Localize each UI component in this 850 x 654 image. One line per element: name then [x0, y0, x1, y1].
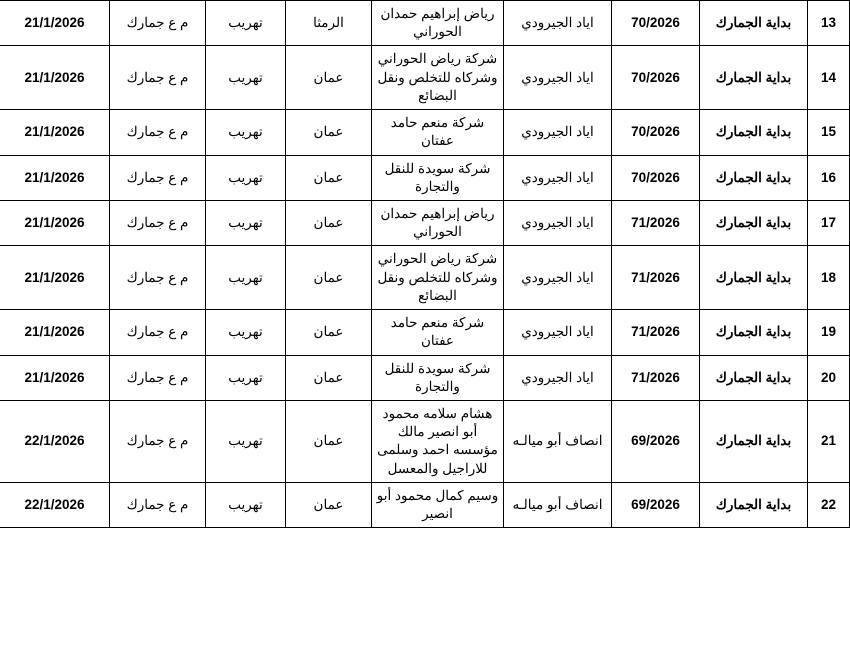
- cell-party: هشام سلامه محمود أبو انصير مالك مؤسسه احمد وسلمى للاراجيل والمعسل: [372, 400, 504, 482]
- cell-charge: تهريب: [206, 1, 286, 46]
- cell-judge: اياد الجيرودي: [504, 200, 612, 245]
- cell-number: 70/2026: [612, 1, 700, 46]
- cell-seq: 18: [808, 246, 850, 310]
- cell-court: م ع جمارك: [110, 155, 206, 200]
- cell-date: 21/1/2026: [0, 155, 110, 200]
- table-row: [0, 482, 850, 527]
- cell-party: شركة رياض الحوراني وشركاه للتخلص ونقل البضائع: [372, 46, 504, 110]
- cell-seq: 22: [808, 482, 850, 527]
- cell-judge: اياد الجيرودي: [504, 110, 612, 155]
- cell-number: 71/2026: [612, 355, 700, 400]
- cell-charge: تهريب: [206, 200, 286, 245]
- cell-city: عمان: [286, 310, 372, 355]
- cell-date: 22/1/2026: [0, 482, 110, 527]
- cell-party: شركة سويدة للنقل والتجارة: [372, 355, 504, 400]
- cell-court: م ع جمارك: [110, 355, 206, 400]
- cell-court: م ع جمارك: [110, 310, 206, 355]
- cell-judge: انصاف أبو ميالـه: [504, 400, 612, 482]
- cell-charge: تهريب: [206, 110, 286, 155]
- table-row: [0, 400, 850, 482]
- cell-city: عمان: [286, 200, 372, 245]
- cell-city: عمان: [286, 110, 372, 155]
- cell-court: م ع جمارك: [110, 246, 206, 310]
- cell-judge: انصاف أبو ميالـه: [504, 482, 612, 527]
- cell-judge: اياد الجيرودي: [504, 46, 612, 110]
- cell-status: بداية الجمارك: [700, 1, 808, 46]
- cell-number: 69/2026: [612, 482, 700, 527]
- cell-date: 21/1/2026: [0, 355, 110, 400]
- cell-city: عمان: [286, 246, 372, 310]
- cell-court: م ع جمارك: [110, 400, 206, 482]
- cell-judge: اياد الجيرودي: [504, 1, 612, 46]
- cell-party: شركة سويدة للنقل والتجارة: [372, 155, 504, 200]
- cell-seq: 16: [808, 155, 850, 200]
- cell-status: بداية الجمارك: [700, 400, 808, 482]
- cell-seq: 20: [808, 355, 850, 400]
- cell-seq: 13: [808, 1, 850, 46]
- table-row: [0, 1, 850, 46]
- cell-status: بداية الجمارك: [700, 46, 808, 110]
- table-row: [0, 246, 850, 310]
- cell-number: 70/2026: [612, 155, 700, 200]
- cell-date: 21/1/2026: [0, 110, 110, 155]
- cell-judge: اياد الجيرودي: [504, 310, 612, 355]
- table-row: [0, 200, 850, 245]
- cell-court: م ع جمارك: [110, 110, 206, 155]
- cell-court: م ع جمارك: [110, 200, 206, 245]
- cell-judge: اياد الجيرودي: [504, 246, 612, 310]
- cell-status: بداية الجمارك: [700, 246, 808, 310]
- cell-party: وسيم كمال محمود أبو انصير: [372, 482, 504, 527]
- cell-status: بداية الجمارك: [700, 310, 808, 355]
- cell-date: 21/1/2026: [0, 1, 110, 46]
- cell-charge: تهريب: [206, 155, 286, 200]
- cell-court: م ع جمارك: [110, 46, 206, 110]
- table-row: [0, 355, 850, 400]
- table-row: [0, 310, 850, 355]
- cell-number: 71/2026: [612, 200, 700, 245]
- cell-date: 22/1/2026: [0, 400, 110, 482]
- table-body: [0, 1, 850, 528]
- cell-charge: تهريب: [206, 310, 286, 355]
- cell-status: بداية الجمارك: [700, 200, 808, 245]
- cell-seq: 19: [808, 310, 850, 355]
- cell-seq: 15: [808, 110, 850, 155]
- cell-party: شركة منعم حامد عفتان: [372, 110, 504, 155]
- cell-charge: تهريب: [206, 246, 286, 310]
- cell-number: 69/2026: [612, 400, 700, 482]
- cell-status: بداية الجمارك: [700, 355, 808, 400]
- cell-charge: تهريب: [206, 46, 286, 110]
- cell-city: عمان: [286, 400, 372, 482]
- cell-date: 21/1/2026: [0, 200, 110, 245]
- cell-number: 71/2026: [612, 246, 700, 310]
- table-row: [0, 155, 850, 200]
- cell-status: بداية الجمارك: [700, 482, 808, 527]
- cell-party: رياض إبراهيم حمدان الحوراني: [372, 200, 504, 245]
- table-row: [0, 110, 850, 155]
- cell-status: بداية الجمارك: [700, 110, 808, 155]
- table-row: [0, 46, 850, 110]
- cell-party: شركة منعم حامد عفتان: [372, 310, 504, 355]
- cell-court: م ع جمارك: [110, 1, 206, 46]
- cell-date: 21/1/2026: [0, 246, 110, 310]
- cell-court: م ع جمارك: [110, 482, 206, 527]
- cell-party: شركة رياض الحوراني وشركاه للتخلص ونقل البضائع: [372, 246, 504, 310]
- cell-city: عمان: [286, 46, 372, 110]
- cell-city: عمان: [286, 482, 372, 527]
- cell-city: الرمثا: [286, 1, 372, 46]
- cell-date: 21/1/2026: [0, 46, 110, 110]
- cell-judge: اياد الجيرودي: [504, 155, 612, 200]
- cell-city: عمان: [286, 355, 372, 400]
- cell-seq: 14: [808, 46, 850, 110]
- cell-party: رياض إبراهيم حمدان الحوراني: [372, 1, 504, 46]
- cell-status: بداية الجمارك: [700, 155, 808, 200]
- cell-seq: 21: [808, 400, 850, 482]
- cell-judge: اياد الجيرودي: [504, 355, 612, 400]
- cell-charge: تهريب: [206, 482, 286, 527]
- cell-charge: تهريب: [206, 355, 286, 400]
- cell-number: 70/2026: [612, 46, 700, 110]
- cell-number: 71/2026: [612, 310, 700, 355]
- cell-charge: تهريب: [206, 400, 286, 482]
- cell-seq: 17: [808, 200, 850, 245]
- cell-number: 70/2026: [612, 110, 700, 155]
- cell-date: 21/1/2026: [0, 310, 110, 355]
- cell-city: عمان: [286, 155, 372, 200]
